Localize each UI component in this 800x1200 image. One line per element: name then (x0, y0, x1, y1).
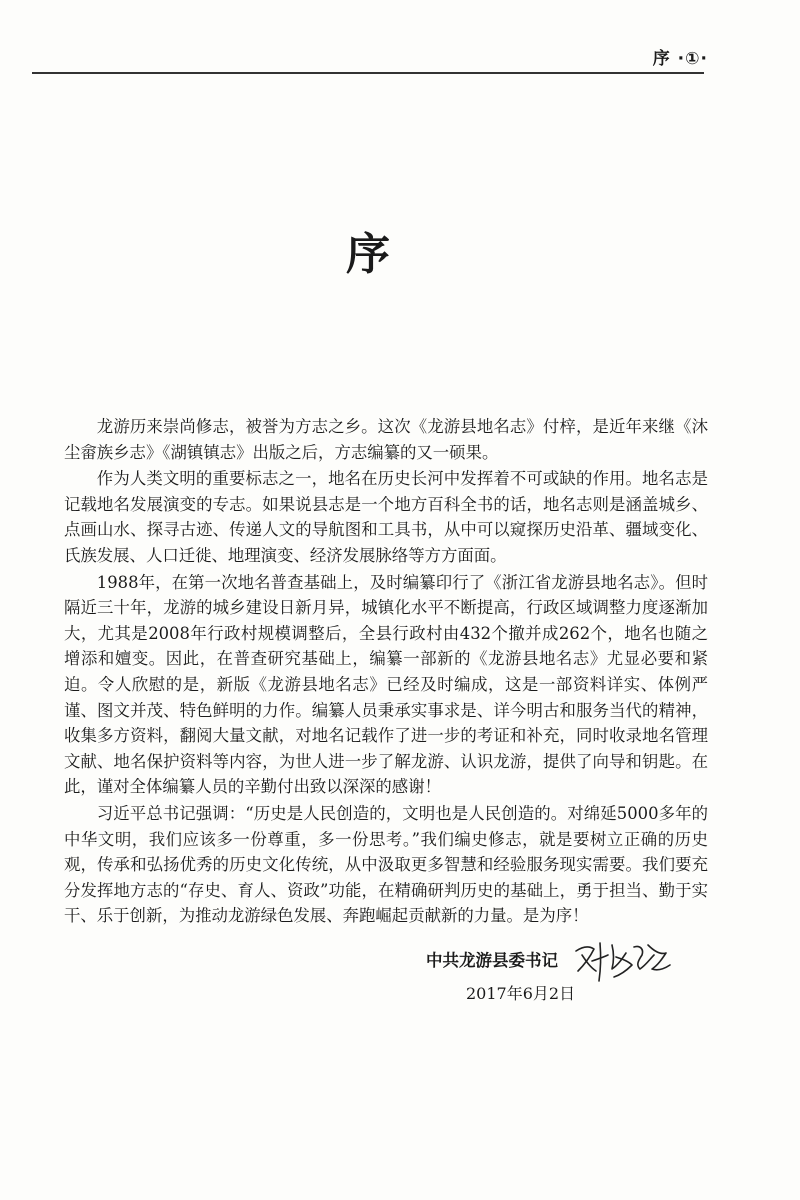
page-title: 序 (346, 229, 390, 280)
preface-body (64, 414, 708, 930)
running-head: 序 ·①· (652, 49, 708, 69)
signer-title: 中共龙游县委书记 (426, 951, 558, 970)
signature-block (418, 937, 698, 1017)
paragraph-1: 龙游历来崇尚修志，被誉为方志之乡。这次《龙游县地名志》付梓，是近年来继《沐尘畲族乡志》《湖镇镇志》出版之后，方志编纂的又一硕果。 (64, 417, 708, 462)
signature-date: 2017年6月2日 (466, 984, 576, 1003)
paragraph-4: 习近平总书记强调：“历史是人民创造的，文明也是人民创造的。对绵延5000多年的中华文明，我们应该多一份尊重，多一份思考。”我们编史修志，就是要树立正确的历史观，传承和弘扬优秀的历史文化传统，从中汲取更多智慧和经验服务现实需要。我们要充分发挥地方志的“存史、育人、资政”功能，在精确研判历史的基础上，勇于担当、勤于实干、乐于创新，为推动龙游绿色发展、奔跑崛起贡献新的力量。是为序！ (64, 803, 708, 926)
paragraph-3: 1988年，在第一次地名普查基础上，及时编纂印行了《浙江省龙游县地名志》。但时隔近三十年，龙游的城乡建设日新月异，城镇化水平不断提高，行政区域调整力度逐渐加大，尤其是2008年行政村规模调整后，全县行政村由432个撤并成262个，地名也随之增添和嬗变。因此，在普查研究基础上，编纂一部新的《龙游县地名志》尤显必要和紧迫。令人欣慰的是，新版《龙游县地名志》已经及时编成，这是一部资料详实、体例严谨、图文并茂、特色鲜明的力作。编纂人员秉承实事求是、详今明古和服务当代的精神，收集多方资料，翻阅大量文献，对地名记载作了进一步的考证和补充，同时收录地名管理文献、地名保护资料等内容，为世人进一步了解龙游、认识龙游，提供了向导和钥匙。在此，谨对全体编纂人员的辛勤付出致以深深的感谢！ (64, 572, 708, 797)
paragraph-2: 作为人类文明的重要标志之一，地名在历史长河中发挥着不可或缺的作用。地名志是记载地名发展演变的专志。如果说县志是一个地方百科全书的话，地名志则是涵盖城乡、点画山水、探寻古迹、传递人文的导航图和工具书，从中可以窥探历史沿革、疆域变化、氏族发展、人口迁徙、地理演变、经济发展脉络等方方面面。 (64, 469, 708, 565)
header-rule (32, 72, 704, 74)
handwritten-signature (568, 931, 678, 987)
